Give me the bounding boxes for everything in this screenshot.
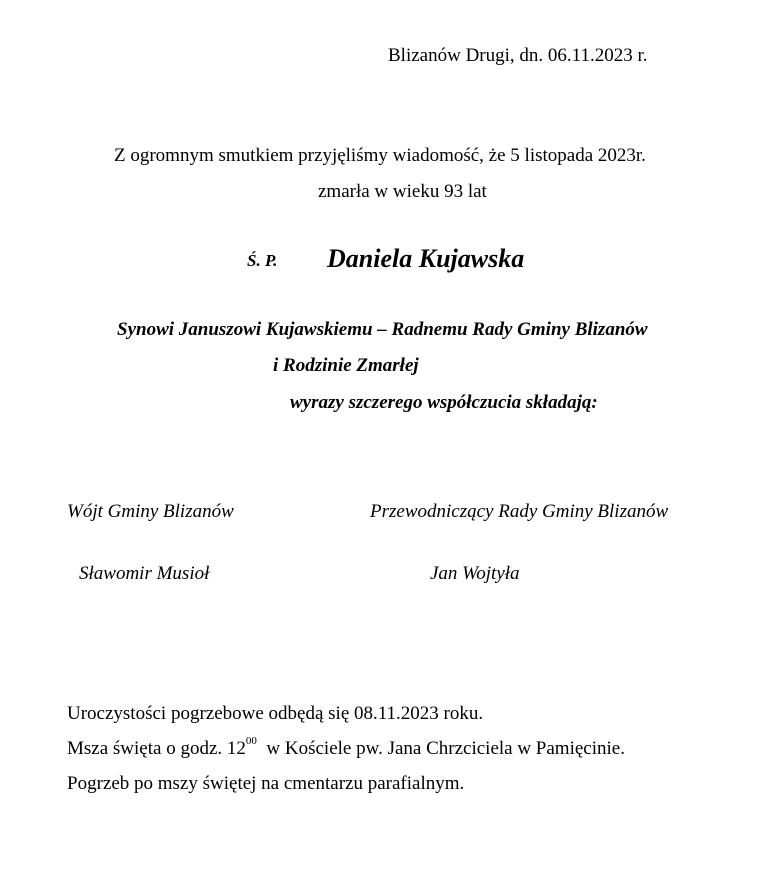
signatory-left-title: Wójt Gminy Blizanów xyxy=(67,501,234,522)
funeral-time-minutes: 00 xyxy=(245,735,257,747)
condolences-line-2: i Rodzinie Zmarłej xyxy=(273,355,419,376)
funeral-line-3: Pogrzeb po mszy świętej na cmentarzu parafialnym. xyxy=(67,773,465,794)
place-date: Blizanów Drugi, dn. 06.11.2023 r. xyxy=(388,45,648,66)
funeral-line-2-before: Msza święta o godz. 12 xyxy=(67,738,246,759)
funeral-line-1: Uroczystości pogrzebowe odbędą się 08.11.2023 roku. xyxy=(67,703,484,724)
condolences-line-1: Synowi Januszowi Kujawskiemu – Radnemu Rady Gminy Blizanów xyxy=(117,319,648,340)
signatory-right-title: Przewodniczący Rady Gminy Blizanów xyxy=(370,501,669,522)
announcement-line-1: Z ogromnym smutkiem przyjęliśmy wiadomość, że 5 listopada 2023r. xyxy=(114,145,646,166)
funeral-line-2-after: w Kościele pw. Jana Chrzciciela w Pamięcinie. xyxy=(256,738,625,759)
announcement-line-2: zmarła w wieku 93 lat xyxy=(318,181,487,202)
funeral-line-2 xyxy=(67,735,625,759)
signatory-left-name: Sławomir Musioł xyxy=(79,563,210,584)
condolences-line-3: wyrazy szczerego współczucia składają: xyxy=(290,392,598,413)
deceased-name: Daniela Kujawska xyxy=(327,244,525,273)
deceased-prefix: Ś. P. xyxy=(247,251,278,270)
signatory-right-name: Jan Wojtyła xyxy=(430,563,520,584)
